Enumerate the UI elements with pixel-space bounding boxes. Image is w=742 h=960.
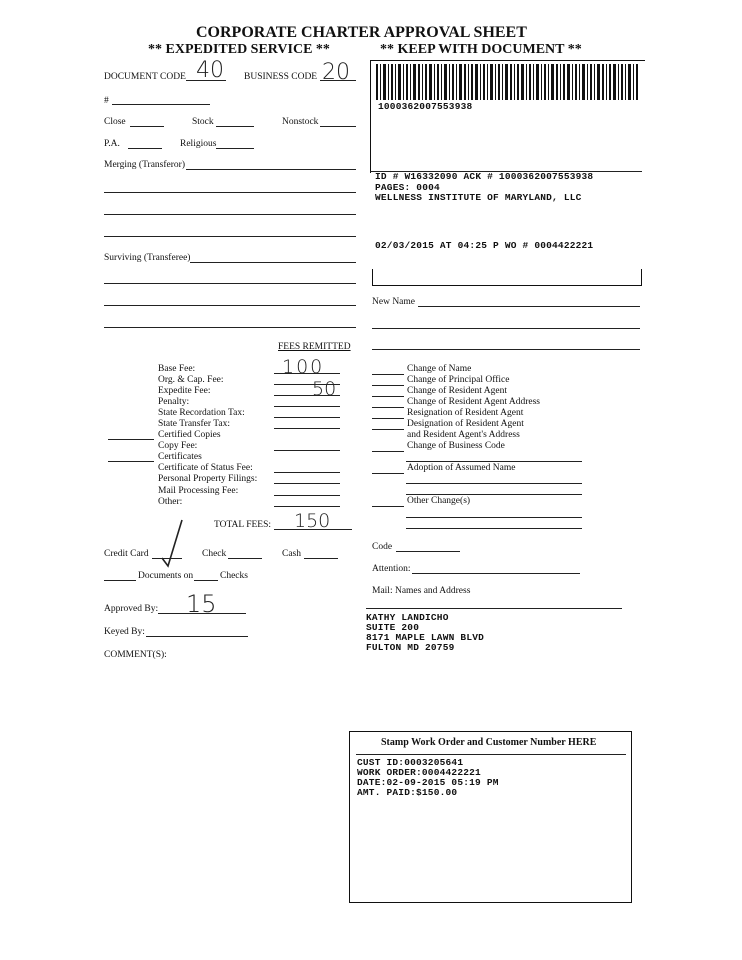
business-code-value: 20: [322, 60, 350, 85]
surviving-label: Surviving (Transferee): [104, 253, 191, 263]
documents-on-label: Documents on: [138, 571, 194, 581]
penalty-line: [274, 406, 340, 407]
change-name-blank: [372, 374, 404, 375]
attention-label: Attention:: [372, 564, 411, 574]
documents-count-line: [104, 580, 136, 581]
change-resident-agent-address-label: Change of Resident Agent Address: [407, 397, 540, 407]
close-line: [130, 126, 164, 127]
certificate-status-fee-label: Certificate of Status Fee:: [158, 463, 253, 473]
assumed-name-line-1: [406, 483, 582, 484]
mail-processing-fee-label: Mail Processing Fee:: [158, 486, 239, 496]
state-recordation-tax-label: State Recordation Tax:: [158, 408, 245, 418]
change-principal-blank: [372, 385, 404, 386]
stamp-customer-id: CUST ID:0003205641: [357, 757, 464, 768]
merging-line-1: [186, 169, 356, 170]
page-title: CORPORATE CHARTER APPROVAL SHEET: [196, 24, 527, 41]
change-resident-agent-label: Change of Resident Agent: [407, 386, 507, 396]
religious-line: [216, 148, 254, 149]
record-datetime: 02/03/2015 AT 04:25 P WO # 0004422221: [375, 240, 594, 251]
certified-copies-count-line: [108, 439, 154, 440]
entry-box: [372, 269, 642, 286]
personal-property-filings-line: [274, 483, 340, 484]
barcode-image: [376, 64, 638, 100]
penalty-label: Penalty:: [158, 397, 190, 407]
change-business-code-line: [406, 461, 582, 462]
business-code-label: BUSINESS CODE: [244, 72, 318, 82]
surviving-line-3: [104, 305, 356, 306]
pa-label: P.A.: [104, 139, 120, 149]
change-agent-address-blank: [372, 407, 404, 408]
merging-line-4: [104, 236, 356, 237]
address-city: FULTON MD 20759: [366, 642, 455, 653]
new-name-label: New Name: [372, 297, 415, 307]
record-id-ack: ID # W16332090 ACK # 1000362007553938: [375, 171, 594, 182]
credit-card-line: [152, 558, 182, 559]
certificates-count-line: [108, 461, 154, 462]
mail-processing-fee-line: [274, 495, 340, 496]
resignation-blank: [372, 418, 404, 419]
keyed-by-label: Keyed By:: [104, 627, 145, 637]
pa-line: [128, 148, 162, 149]
stamp-divider: [356, 754, 626, 755]
surviving-line-4: [104, 327, 356, 328]
change-business-code-blank: [372, 451, 404, 452]
barcode-number: 1000362007553938: [378, 101, 473, 112]
certificates-label: Certificates: [158, 452, 202, 462]
mail-names-address-label: Mail: Names and Address: [372, 586, 471, 596]
close-label: Close: [104, 117, 126, 127]
nonstock-line: [320, 126, 356, 127]
surviving-line-2: [104, 283, 356, 284]
resignation-label: Resignation of Resident Agent: [407, 408, 524, 418]
code-line: [396, 551, 460, 552]
base-fee-label: Base Fee:: [158, 364, 196, 374]
checks-count-line: [194, 580, 218, 581]
document-code-label: DOCUMENT CODE: [104, 72, 186, 82]
religious-label: Religious: [180, 139, 217, 149]
hash-line: [112, 104, 210, 105]
total-fees-label: TOTAL FEES:: [214, 520, 272, 530]
expedite-fee-label: Expedite Fee:: [158, 386, 211, 396]
cash-line: [304, 558, 338, 559]
approved-by-value: 15: [186, 590, 217, 618]
designation-label-2: and Resident Agent's Address: [407, 430, 520, 440]
document-code-value: 40: [196, 58, 224, 83]
assumed-name-blank: [372, 473, 404, 474]
merging-label: Merging (Transferor): [104, 160, 186, 170]
record-pages: PAGES: 0004: [375, 182, 440, 193]
copy-fee-line: [274, 450, 340, 451]
check-line: [228, 558, 262, 559]
comments-label: COMMENT(S):: [104, 650, 167, 660]
record-entity-name: WELLNESS INSTITUTE OF MARYLAND, LLC: [375, 192, 582, 203]
nonstock-label: Nonstock: [282, 117, 319, 127]
base-fee-value: 100: [282, 356, 325, 378]
stamp-date: DATE:02-09-2015 05:19 PM: [357, 777, 499, 788]
other-changes-label: Other Change(s): [407, 496, 471, 506]
checks-label: Checks: [220, 571, 248, 581]
total-fees-value: 150: [294, 510, 331, 532]
other-fee-line: [274, 506, 340, 507]
credit-card-label: Credit Card: [104, 549, 149, 559]
assumed-name-line-2: [406, 494, 582, 495]
designation-blank: [372, 429, 404, 430]
check-label: Check: [202, 549, 227, 559]
keyed-by-line: [146, 636, 248, 637]
attention-line: [412, 573, 580, 574]
address-street: 8171 MAPLE LAWN BLVD: [366, 632, 485, 643]
stamp-amount-paid: AMT. PAID:$150.00: [357, 787, 458, 798]
address-name: KATHY LANDICHO: [366, 612, 449, 623]
expedited-service-heading: ** EXPEDITED SERVICE **: [148, 42, 330, 57]
new-name-line-1: [418, 306, 640, 307]
personal-property-filings-label: Personal Property Filings:: [158, 474, 258, 484]
change-business-code-label: Change of Business Code: [407, 441, 505, 451]
state-transfer-tax-line: [274, 428, 340, 429]
merging-line-2: [104, 192, 356, 193]
stamp-work-order: WORK ORDER:0004422221: [357, 767, 481, 778]
other-fee-label: Other:: [158, 497, 183, 507]
address-top-line: [366, 608, 622, 609]
address-suite: SUITE 200: [366, 622, 420, 633]
stock-line: [216, 126, 254, 127]
other-changes-line-2: [406, 528, 582, 529]
stock-label: Stock: [192, 117, 214, 127]
approved-by-label: Approved By:: [104, 604, 159, 614]
adoption-assumed-name-label: Adoption of Assumed Name: [407, 463, 516, 473]
change-of-name-label: Change of Name: [407, 364, 472, 374]
new-name-line-3: [372, 349, 640, 350]
hash-label: #: [104, 96, 109, 106]
change-principal-office-label: Change of Principal Office: [407, 375, 510, 385]
certified-copies-label: Certified Copies: [158, 430, 221, 440]
surviving-line-1: [190, 262, 356, 263]
certificate-status-fee-line: [274, 472, 340, 473]
designation-label-1: Designation of Resident Agent: [407, 419, 524, 429]
code-label: Code: [372, 542, 393, 552]
keep-with-document-heading: ** KEEP WITH DOCUMENT **: [380, 42, 582, 57]
merging-line-3: [104, 214, 356, 215]
state-recordation-tax-line: [274, 417, 340, 418]
stamp-box-title: Stamp Work Order and Customer Number HERE: [381, 737, 597, 748]
new-name-line-2: [372, 328, 640, 329]
expedite-fee-value: 50: [312, 378, 337, 400]
other-change-blank: [372, 506, 404, 507]
cash-label: Cash: [282, 549, 301, 559]
other-changes-line-1: [406, 517, 582, 518]
org-cap-fee-label: Org. & Cap. Fee:: [158, 375, 224, 385]
checkmark-icon: [160, 518, 186, 570]
fees-remitted-header: FEES REMITTED: [278, 342, 351, 352]
change-agent-blank: [372, 396, 404, 397]
copy-fee-label: Copy Fee:: [158, 441, 198, 451]
state-transfer-tax-label: State Transfer Tax:: [158, 419, 230, 429]
